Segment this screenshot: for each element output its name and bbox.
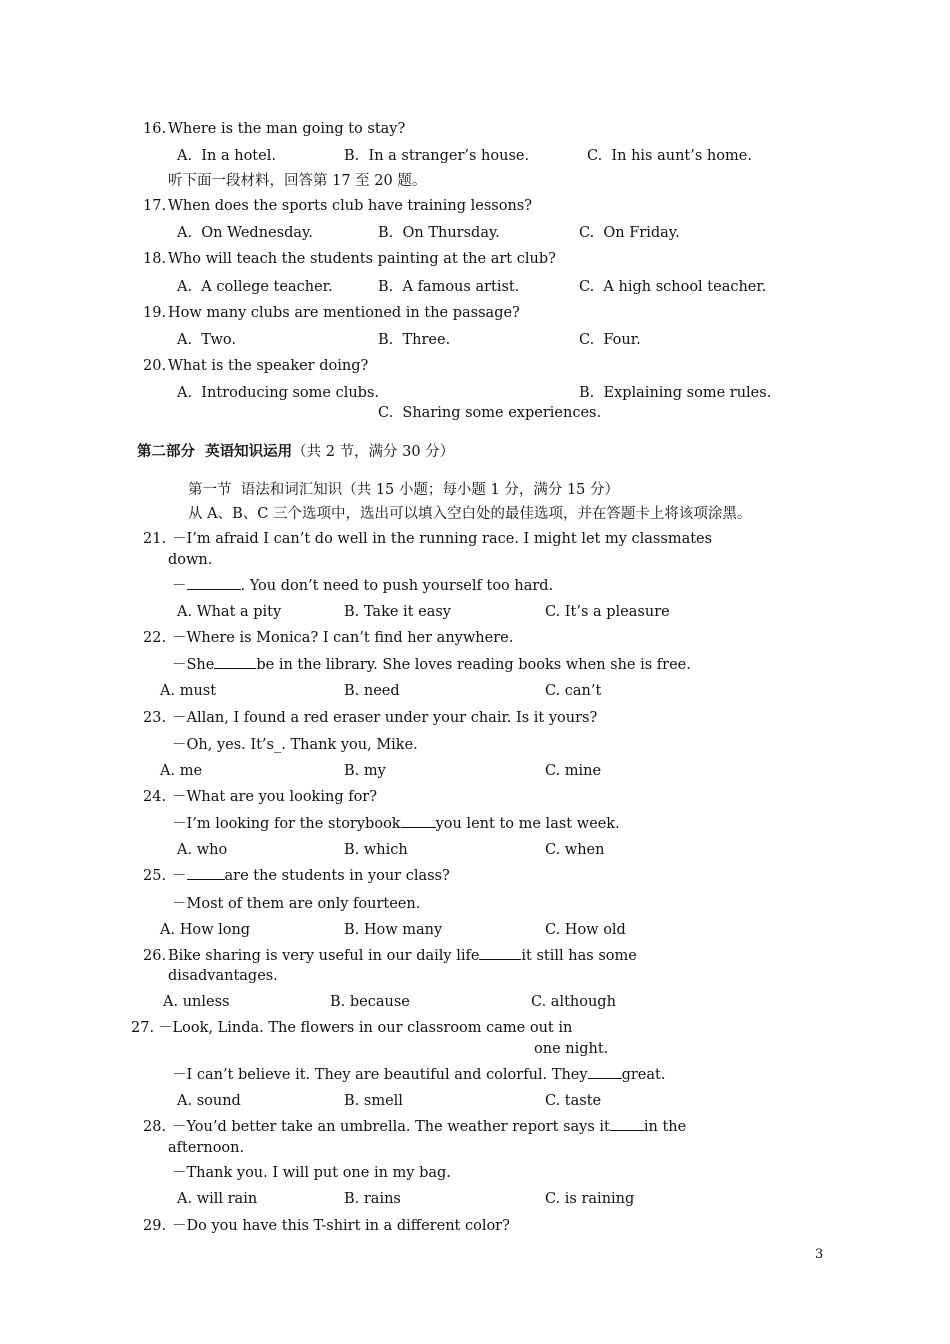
dialog-text: great. bbox=[621, 1067, 666, 1083]
part-heading bbox=[137, 443, 454, 461]
option-c: C. It’s a pleasure bbox=[545, 604, 670, 620]
option-a: A. Two. bbox=[177, 332, 236, 348]
option-b: B. On Thursday. bbox=[378, 225, 500, 241]
question-number: 28. bbox=[143, 1119, 167, 1135]
question-text-part: －You’d better take an umbrella. The weather report says it bbox=[172, 1119, 610, 1135]
answer-blank bbox=[610, 1118, 644, 1131]
option-a: A. On Wednesday. bbox=[177, 225, 313, 241]
question-number: 19. bbox=[143, 305, 167, 321]
dialog-line bbox=[172, 577, 553, 595]
dialog-text: . You don’t need to push yourself too hard. bbox=[240, 578, 554, 594]
question-number: 22. bbox=[143, 630, 167, 646]
question-number: 21. bbox=[143, 531, 167, 547]
option-b: B. rains bbox=[344, 1191, 401, 1207]
option-c: C. when bbox=[545, 842, 605, 858]
question-text: Who will teach the students painting at the art club? bbox=[168, 251, 556, 267]
question-text: －Where is Monica? I can’t find her anywhere. bbox=[172, 630, 514, 646]
answer-blank bbox=[187, 577, 241, 590]
option-a: A. will rain bbox=[177, 1191, 258, 1207]
question-text: －I’m afraid I can’t do well in the running race. I might let my classmates bbox=[172, 531, 713, 547]
question-text-cont: afternoon. bbox=[168, 1140, 245, 1156]
question-text: －Allan, I found a red eraser under your chair. Is it yours? bbox=[172, 710, 598, 726]
section-heading: 第一节 语法和词汇知识（共 15 小题；每小题 1 分，满分 15 分） bbox=[188, 482, 619, 498]
dialog-line: －Oh, yes. It’s_. Thank you, Mike. bbox=[172, 737, 418, 753]
option-b: B. which bbox=[344, 842, 408, 858]
option-a: A. How long bbox=[160, 922, 251, 938]
option-c: C. Four. bbox=[579, 332, 641, 348]
option-c: C. Sharing some experiences. bbox=[378, 405, 602, 421]
question-text: －Do you have this T-shirt in a different color? bbox=[172, 1218, 510, 1234]
option-c: C. taste bbox=[545, 1093, 602, 1109]
question-text-part: in the bbox=[643, 1119, 687, 1135]
dialog-text: you lent to me last week. bbox=[435, 816, 620, 832]
dialog-text: be in the library. She loves reading books when she is free. bbox=[256, 657, 691, 673]
option-a: A. must bbox=[160, 683, 217, 699]
option-c: C. although bbox=[531, 994, 616, 1010]
answer-blank bbox=[214, 656, 256, 669]
section-instruction: 从 A、B、C 三个选项中，选出可以填入空白处的最佳选项，并在答题卡上将该项涂黑。 bbox=[188, 506, 752, 522]
part-score-note: （共 2 节，满分 30 分） bbox=[292, 444, 455, 460]
option-b: B. smell bbox=[344, 1093, 403, 1109]
answer-blank bbox=[187, 867, 225, 880]
dialog-line bbox=[172, 656, 691, 674]
dialog-text: －I’m looking for the storybook bbox=[172, 816, 401, 832]
answer-blank bbox=[588, 1066, 622, 1079]
question-text bbox=[172, 867, 450, 885]
dialog-text: are the students in your class? bbox=[224, 868, 450, 884]
question-text: How many clubs are mentioned in the passage? bbox=[168, 305, 520, 321]
question-text: －Look, Linda. The flowers in our classroom came out in bbox=[158, 1020, 573, 1036]
dialog-text: －She bbox=[172, 657, 215, 673]
question-text-cont: one night. bbox=[534, 1041, 609, 1057]
option-b: B. How many bbox=[344, 922, 443, 938]
question-number: 26. bbox=[143, 948, 167, 964]
question-text-part: Bike sharing is very useful in our daily life bbox=[168, 948, 480, 964]
question-number: 16. bbox=[143, 121, 167, 137]
question-text: When does the sports club have training lessons? bbox=[168, 198, 533, 214]
answer-blank bbox=[479, 947, 521, 960]
option-c: C. can’t bbox=[545, 683, 602, 699]
dialog-line bbox=[172, 1066, 665, 1084]
option-c: C. mine bbox=[545, 763, 602, 779]
part-title: 第二部分 英语知识运用 bbox=[137, 443, 293, 460]
option-b: B. In a stranger’s house. bbox=[344, 148, 530, 164]
dialog-text: －I can’t believe it. They are beautiful and colorful. They bbox=[172, 1067, 588, 1083]
question-number: 29. bbox=[143, 1218, 167, 1234]
option-a: A. me bbox=[160, 763, 203, 779]
option-c: C. is raining bbox=[545, 1191, 635, 1207]
question-text bbox=[168, 947, 637, 965]
question-number: 24. bbox=[143, 789, 167, 805]
option-b: B. Three. bbox=[378, 332, 451, 348]
question-text: What is the speaker doing? bbox=[168, 358, 369, 374]
option-b: B. need bbox=[344, 683, 400, 699]
question-text-part: it still has some bbox=[521, 948, 637, 964]
page-number: 3 bbox=[815, 1247, 824, 1262]
option-b: B. because bbox=[330, 994, 410, 1010]
option-a: A. unless bbox=[163, 994, 230, 1010]
question-number: 25. bbox=[143, 868, 167, 884]
question-number: 18. bbox=[143, 251, 167, 267]
dialog-line: －Thank you. I will put one in my bag. bbox=[172, 1165, 451, 1181]
dash: － bbox=[172, 868, 187, 884]
option-b: B. my bbox=[344, 763, 386, 779]
question-text: Where is the man going to stay? bbox=[168, 121, 406, 137]
option-a: A. A college teacher. bbox=[177, 279, 333, 295]
option-a: A. In a hotel. bbox=[177, 148, 276, 164]
option-c: C. On Friday. bbox=[579, 225, 680, 241]
dialog-line: －Most of them are only fourteen. bbox=[172, 896, 421, 912]
option-c: C. In his aunt’s home. bbox=[587, 148, 752, 164]
option-b: B. Explaining some rules. bbox=[579, 385, 772, 401]
question-text-cont: disadvantages. bbox=[168, 968, 278, 984]
question-text bbox=[172, 1118, 686, 1136]
dialog-line bbox=[172, 815, 620, 833]
option-a: A. What a pity bbox=[177, 604, 282, 620]
option-c: C. How old bbox=[545, 922, 626, 938]
option-c: C. A high school teacher. bbox=[579, 279, 767, 295]
listening-instruction: 听下面一段材料，回答第 17 至 20 题。 bbox=[168, 173, 427, 189]
question-text: －What are you looking for? bbox=[172, 789, 378, 805]
option-b: B. Take it easy bbox=[344, 604, 451, 620]
option-a: A. Introducing some clubs. bbox=[177, 385, 380, 401]
dash: － bbox=[172, 578, 187, 594]
question-number: 27. bbox=[131, 1020, 155, 1036]
question-text-cont: down. bbox=[168, 552, 213, 568]
option-a: A. sound bbox=[177, 1093, 241, 1109]
option-b: B. A famous artist. bbox=[378, 279, 520, 295]
answer-blank bbox=[401, 815, 436, 828]
option-a: A. who bbox=[177, 842, 228, 858]
question-number: 17. bbox=[143, 198, 167, 214]
question-number: 23. bbox=[143, 710, 167, 726]
question-number: 20. bbox=[143, 358, 167, 374]
